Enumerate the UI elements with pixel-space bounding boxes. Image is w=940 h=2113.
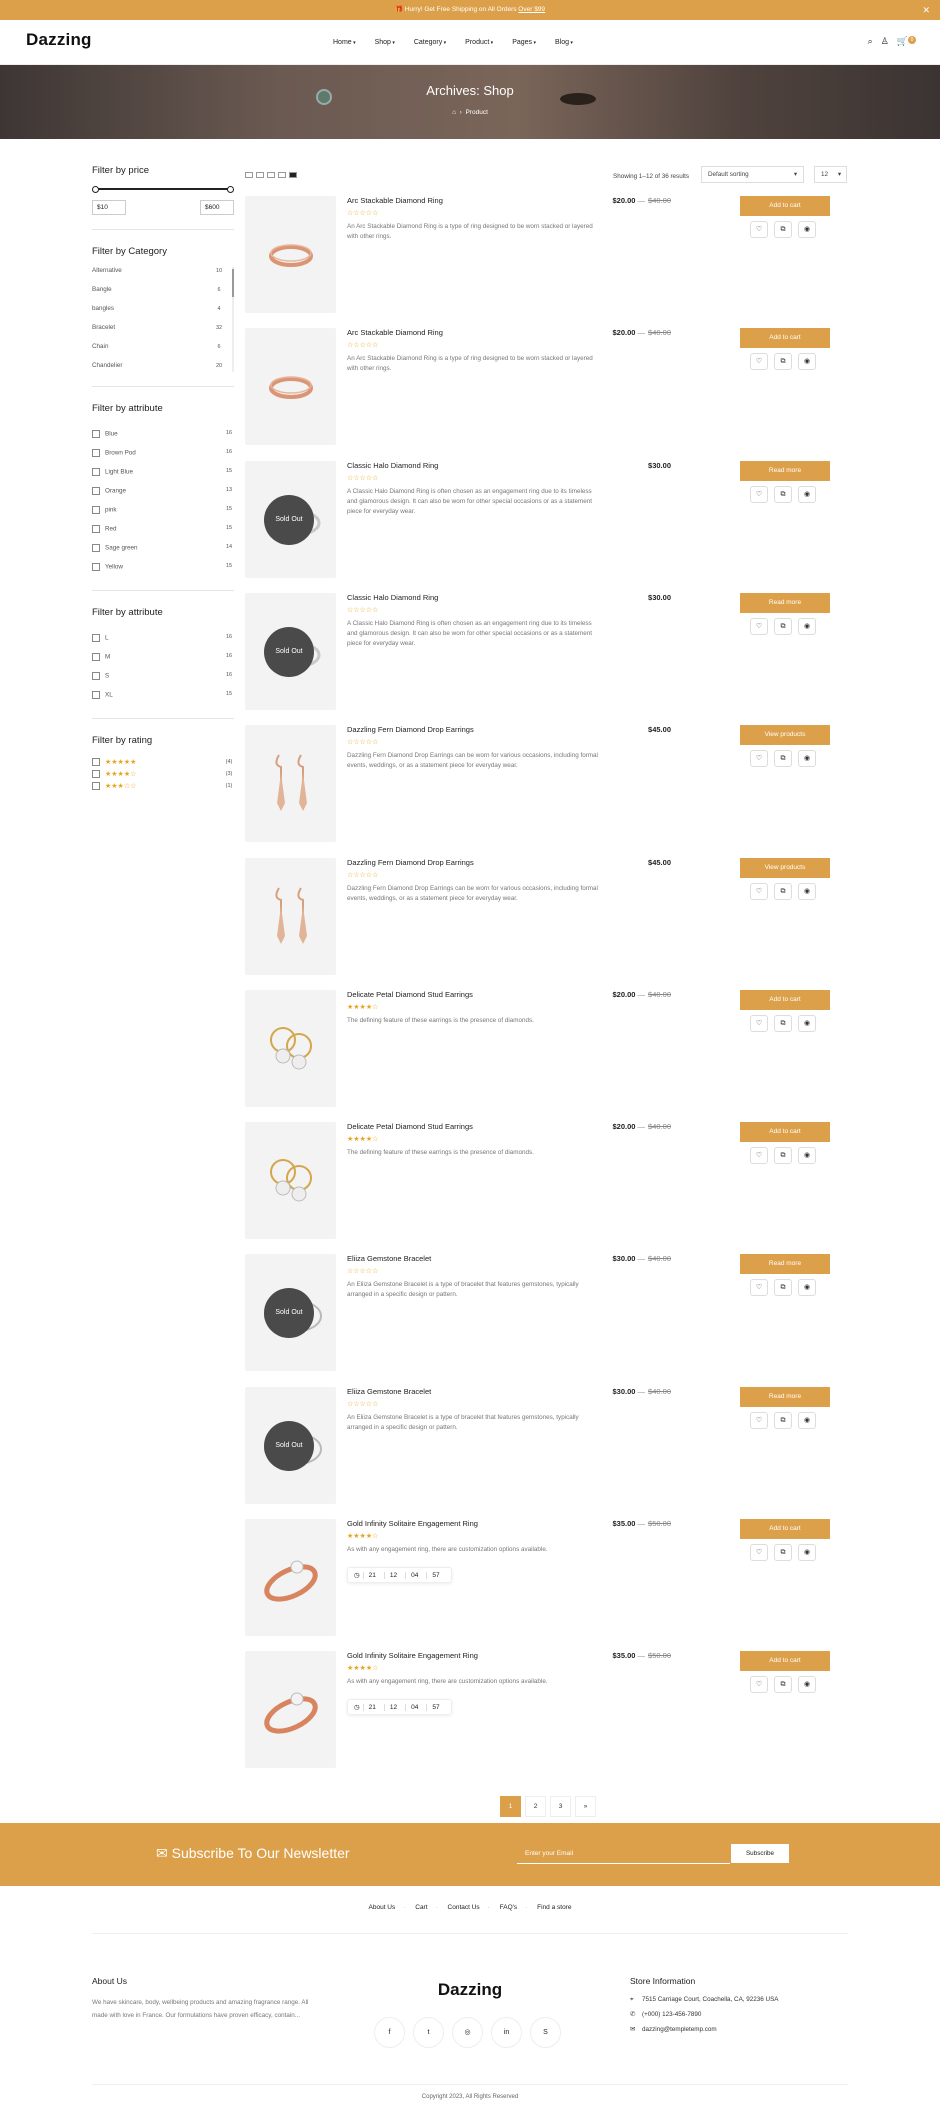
product-description: Dazzling Fern Diamond Drop Earrings can be worn for various occasions, including formal events, weddings, or as a statement piece for everyday wear. bbox=[347, 752, 598, 770]
product-action-button[interactable]: Add to cart bbox=[740, 1519, 830, 1539]
nav-pages[interactable]: Pages ▾ bbox=[512, 39, 536, 46]
product-rating: ☆☆☆☆☆ bbox=[347, 342, 379, 350]
footer-logo[interactable]: Dazzing bbox=[437, 1980, 503, 1999]
product-name[interactable]: Classic Halo Diamond Ring bbox=[347, 460, 439, 470]
sidebar-filters bbox=[92, 165, 234, 792]
product-action-button[interactable]: Add to cart bbox=[740, 1651, 830, 1671]
page-next[interactable]: » bbox=[575, 1796, 596, 1817]
product-image[interactable] bbox=[245, 858, 336, 975]
product-image[interactable] bbox=[245, 1651, 336, 1768]
quick-view-icon[interactable]: ◉ bbox=[798, 750, 816, 767]
product-name[interactable]: Delicate Petal Diamond Stud Earrings bbox=[347, 1122, 473, 1132]
category-item[interactable]: Chain 6 bbox=[92, 343, 221, 350]
product-old-price: $50.00 bbox=[648, 1651, 671, 1661]
product-image[interactable] bbox=[245, 1387, 336, 1504]
wishlist-icon[interactable]: ♡ bbox=[750, 486, 768, 503]
quick-view-icon[interactable]: ◉ bbox=[798, 618, 816, 635]
product-card bbox=[245, 461, 847, 583]
product-image[interactable] bbox=[245, 990, 336, 1107]
product-actions bbox=[750, 221, 816, 238]
nav-shop[interactable]: Shop ▾ bbox=[375, 39, 395, 46]
footer-link-about[interactable]: About Us bbox=[368, 1904, 396, 1911]
footer-links: About Us · Cart · Contact Us · FAQ's · Find a store bbox=[368, 1904, 572, 1911]
cart-icon[interactable]: 🛒 0 bbox=[897, 36, 916, 47]
product-action-button[interactable]: Read more bbox=[740, 1387, 830, 1407]
product-card bbox=[245, 725, 847, 847]
color-option[interactable]: Brown Pod 16 bbox=[92, 443, 234, 462]
rating-option[interactable]: ★★★★★ (4) bbox=[92, 756, 234, 768]
color-filter-title: Filter by attribute bbox=[92, 403, 163, 414]
product-card bbox=[245, 1122, 847, 1244]
quick-view-icon[interactable]: ◉ bbox=[798, 486, 816, 503]
wishlist-icon[interactable]: ♡ bbox=[750, 618, 768, 635]
about-title: About Us bbox=[92, 1976, 127, 1986]
compare-icon[interactable]: ⧉ bbox=[774, 618, 792, 635]
nav-category[interactable]: Category ▾ bbox=[414, 39, 446, 46]
product-price: $45.00 bbox=[648, 725, 671, 735]
product-action-button[interactable]: Add to cart bbox=[740, 196, 830, 216]
newsletter-email-input[interactable]: Enter your Email bbox=[517, 1844, 730, 1864]
product-name[interactable]: Eliiza Gemstone Bracelet bbox=[347, 1386, 432, 1396]
product-image[interactable] bbox=[245, 1122, 336, 1239]
product-actions bbox=[750, 618, 816, 635]
product-rating: ☆☆☆☆☆ bbox=[347, 1268, 379, 1276]
skype-icon[interactable]: S bbox=[530, 2017, 561, 2048]
product-image[interactable] bbox=[245, 593, 336, 710]
wishlist-icon[interactable]: ♡ bbox=[750, 750, 768, 767]
product-rating: ★★★★☆ bbox=[347, 1665, 379, 1673]
compare-icon[interactable]: ⧉ bbox=[774, 1015, 792, 1032]
product-description: The defining feature of these earrings is the presence of diamonds. bbox=[347, 1016, 534, 1024]
page-3[interactable]: 3 bbox=[550, 1796, 571, 1817]
countdown-unit: 57 bbox=[426, 1572, 444, 1579]
wishlist-icon[interactable]: ♡ bbox=[750, 1676, 768, 1693]
grid-view-icon[interactable] bbox=[267, 172, 275, 178]
product-actions bbox=[750, 1015, 816, 1032]
product-old-price: $40.00 bbox=[648, 196, 671, 205]
product-image[interactable] bbox=[245, 461, 336, 578]
breadcrumb bbox=[0, 109, 940, 116]
compare-icon[interactable]: ⧉ bbox=[774, 1676, 792, 1693]
page-title: Archives: Shop bbox=[426, 83, 514, 98]
countdown-unit: 04 bbox=[405, 1572, 423, 1579]
color-option[interactable]: Orange 13 bbox=[92, 481, 234, 500]
divider bbox=[92, 2084, 848, 2085]
product-actions bbox=[750, 1412, 816, 1429]
product-old-price: $40.00 bbox=[648, 1386, 671, 1396]
breadcrumb-separator: › bbox=[459, 109, 462, 116]
product-description: A Classic Halo Diamond Ring is often chosen as an engagement ring due to its timeless and glamorous design. It can also be worn for other special occasions or as a statement piece for everyday wear. bbox=[347, 487, 593, 515]
color-option[interactable]: Red 15 bbox=[92, 519, 234, 538]
product-description: Dazzling Fern Diamond Drop Earrings can be worn for various occasions, including formal events, weddings, or as a statement piece for everyday wear. bbox=[347, 884, 598, 902]
product-rating: ☆☆☆☆☆ bbox=[347, 1400, 379, 1408]
product-image[interactable] bbox=[245, 725, 336, 842]
product-description: An Eliiza Gemstone Bracelet is a type of bracelet that features gemstones, typically arranged in a specific design or pattern. bbox=[347, 1413, 579, 1431]
size-option[interactable]: M 16 bbox=[92, 647, 234, 666]
footer-link-cart[interactable]: Cart bbox=[415, 1904, 428, 1911]
header-icons bbox=[868, 36, 916, 47]
mail-icon: ✉ bbox=[156, 1845, 172, 1861]
phone-icon: ✆ bbox=[630, 2011, 636, 2018]
page-1[interactable]: 1 bbox=[500, 1796, 521, 1817]
wishlist-icon[interactable]: ♡ bbox=[750, 1147, 768, 1164]
rating-option[interactable]: ★★★☆☆ (1) bbox=[92, 780, 234, 792]
product-image[interactable] bbox=[245, 328, 336, 445]
nav-home[interactable]: Home ▾ bbox=[333, 39, 356, 46]
wishlist-icon[interactable]: ♡ bbox=[750, 1015, 768, 1032]
color-option[interactable]: Blue 16 bbox=[92, 424, 234, 443]
product-actions bbox=[750, 1676, 816, 1693]
compare-icon[interactable]: ⧉ bbox=[774, 1412, 792, 1429]
product-actions bbox=[750, 1279, 816, 1296]
compare-icon[interactable]: ⧉ bbox=[774, 221, 792, 238]
product-name[interactable]: Delicate Petal Diamond Stud Earrings bbox=[347, 989, 473, 999]
sold-out-badge: Sold Out bbox=[264, 627, 314, 677]
color-option[interactable]: Sage green 14 bbox=[92, 538, 234, 557]
rating-filter-title: Filter by rating bbox=[92, 735, 153, 746]
product-rating: ☆☆☆☆☆ bbox=[347, 474, 379, 482]
about-text: We have skincare, body, wellbeing products and amazing fragrance range. All made with love in France. Our formulations have proven efficacy, contain... bbox=[92, 1999, 309, 2019]
grid-view-icon[interactable] bbox=[256, 172, 264, 178]
page-hero bbox=[0, 65, 940, 139]
product-price: $45.00 bbox=[648, 857, 671, 867]
price-filter-title: Filter by price bbox=[92, 165, 150, 176]
product-old-price: $40.00 bbox=[648, 328, 671, 338]
quick-view-icon[interactable]: ◉ bbox=[798, 1015, 816, 1032]
color-option[interactable]: Light Blue 15 bbox=[92, 462, 234, 481]
wishlist-icon[interactable]: ♡ bbox=[750, 1412, 768, 1429]
product-description: An Arc Stackable Diamond Ring is a type of ring designed to be worn stacked or layered with other rings. bbox=[347, 355, 593, 373]
product-price: $30.00 bbox=[648, 592, 671, 602]
promo-icon: 🎁 bbox=[394, 6, 405, 13]
product-old-price: $40.00 bbox=[648, 989, 671, 999]
promo-bar bbox=[0, 0, 940, 20]
social-links bbox=[374, 2017, 561, 2048]
countdown-unit: 12 bbox=[384, 1572, 402, 1579]
price-filter bbox=[92, 165, 234, 230]
quick-view-icon[interactable]: ◉ bbox=[798, 221, 816, 238]
product-description: As with any engagement ring, there are customization options available. bbox=[347, 1678, 548, 1686]
wishlist-icon[interactable]: ♡ bbox=[750, 1279, 768, 1296]
product-price: $20.00 — $40.00 bbox=[612, 196, 671, 205]
nav-blog[interactable]: Blog ▾ bbox=[555, 39, 573, 46]
product-actions bbox=[750, 1147, 816, 1164]
site-header bbox=[0, 20, 940, 65]
price-min-field[interactable]: $10 bbox=[92, 200, 126, 215]
product-price: $20.00 — $40.00 bbox=[612, 1122, 671, 1132]
product-actions bbox=[750, 750, 816, 767]
footer-link-store[interactable]: Find a store bbox=[537, 1904, 572, 1911]
product-actions bbox=[750, 883, 816, 900]
countdown-unit: 57 bbox=[426, 1704, 444, 1711]
product-action-button[interactable]: Add to cart bbox=[740, 1122, 830, 1142]
main-nav bbox=[333, 39, 573, 46]
per-page-select[interactable]: 12 ▾ bbox=[814, 166, 847, 183]
wishlist-icon[interactable]: ♡ bbox=[750, 1544, 768, 1561]
footer-link-faq[interactable]: FAQ's bbox=[499, 1904, 518, 1911]
search-icon[interactable]: ⌕ bbox=[867, 36, 873, 46]
location-icon: ⌖ bbox=[630, 1996, 634, 2003]
countdown-unit: 12 bbox=[384, 1704, 402, 1711]
product-description: An Arc Stackable Diamond Ring is a type of ring designed to be worn stacked or layered with other rings. bbox=[347, 223, 593, 240]
compare-icon[interactable]: ⧉ bbox=[774, 1147, 792, 1164]
close-icon[interactable]: ✕ bbox=[922, 5, 930, 15]
wishlist-icon[interactable]: ♡ bbox=[750, 353, 768, 370]
home-icon[interactable]: ⌂ bbox=[452, 109, 457, 116]
store-phone: ✆ (+000) 123-456-7890 bbox=[630, 2011, 702, 2018]
clock-icon: ◷ bbox=[354, 1704, 360, 1712]
product-rating: ★★★★☆ bbox=[347, 1003, 379, 1011]
quick-view-icon[interactable]: ◉ bbox=[798, 1544, 816, 1561]
quick-view-icon[interactable]: ◉ bbox=[798, 1279, 816, 1296]
product-card bbox=[245, 1519, 847, 1641]
product-card bbox=[245, 858, 847, 980]
pagination bbox=[500, 1796, 596, 1817]
product-card bbox=[245, 1651, 847, 1773]
quick-view-icon[interactable]: ◉ bbox=[798, 1676, 816, 1693]
product-price: $35.00 — $50.00 bbox=[612, 1519, 671, 1528]
product-old-price: $40.00 bbox=[648, 1122, 671, 1132]
sold-out-badge: Sold Out bbox=[264, 1288, 314, 1338]
facebook-icon[interactable]: f bbox=[374, 2017, 405, 2048]
product-name[interactable]: Arc Stackable Diamond Ring bbox=[347, 328, 443, 338]
list-view-icon[interactable] bbox=[289, 172, 297, 178]
price-min-handle[interactable] bbox=[92, 186, 99, 193]
instagram-icon[interactable]: ◎ bbox=[452, 2017, 483, 2048]
quick-view-icon[interactable]: ◉ bbox=[798, 883, 816, 900]
size-option[interactable]: L 16 bbox=[92, 628, 234, 647]
compare-icon[interactable]: ⧉ bbox=[774, 1279, 792, 1296]
price-max-handle[interactable] bbox=[227, 186, 234, 193]
size-filter-title: Filter by attribute bbox=[92, 607, 163, 618]
promo-link[interactable]: Over $99 bbox=[518, 6, 546, 13]
shop-toolbar bbox=[245, 170, 847, 184]
clock-icon: ◷ bbox=[354, 1572, 360, 1579]
quick-view-icon[interactable]: ◉ bbox=[798, 353, 816, 370]
cart-count: 0 bbox=[908, 36, 916, 44]
product-rating: ☆☆☆☆☆ bbox=[347, 871, 379, 879]
mail-icon: ✉ bbox=[630, 2026, 636, 2033]
category-item[interactable]: Chandelier 20 bbox=[92, 362, 223, 369]
sort-select[interactable]: Default sorting ▾ bbox=[701, 166, 804, 183]
product-action-button[interactable]: Add to cart bbox=[740, 328, 830, 348]
size-option[interactable]: XL 15 bbox=[92, 685, 234, 704]
product-rating: ★★★★☆ bbox=[347, 1533, 379, 1540]
countdown-timer bbox=[347, 1567, 452, 1583]
product-price: $20.00 — $40.00 bbox=[612, 989, 671, 999]
wishlist-icon[interactable]: ♡ bbox=[750, 883, 768, 900]
footer-link-contact[interactable]: Contact Us bbox=[447, 1904, 480, 1911]
product-name[interactable]: Arc Stackable Diamond Ring bbox=[347, 196, 443, 205]
product-name[interactable]: Dazzling Fern Diamond Drop Earrings bbox=[347, 725, 474, 735]
product-price: $35.00 — $50.00 bbox=[612, 1651, 671, 1661]
color-filter bbox=[92, 403, 234, 591]
product-description: An Eliiza Gemstone Bracelet is a type of bracelet that features gemstones, typically arranged in a specific design or pattern. bbox=[347, 1281, 579, 1299]
site-logo[interactable]: Dazzing bbox=[26, 30, 92, 49]
grid-view-icon[interactable] bbox=[245, 172, 253, 178]
newsletter-title: ✉ Subscribe To Our Newsletter bbox=[156, 1845, 350, 1861]
category-filter bbox=[92, 246, 234, 387]
nav-product[interactable]: Product ▾ bbox=[465, 39, 493, 46]
product-image[interactable] bbox=[245, 1254, 336, 1371]
product-actions bbox=[750, 486, 816, 503]
product-action-button[interactable]: Read more bbox=[740, 1254, 830, 1274]
product-name[interactable]: Eliiza Gemstone Bracelet bbox=[347, 1254, 432, 1264]
linkedin-icon[interactable]: in bbox=[491, 2017, 522, 2048]
footer-store-info bbox=[630, 1976, 850, 2041]
subscribe-button[interactable]: Subscribe bbox=[731, 1844, 789, 1863]
user-icon[interactable]: ♙ bbox=[880, 36, 889, 46]
compare-icon[interactable]: ⧉ bbox=[774, 883, 792, 900]
copyright: Copyright 2023, All Rights Reserved bbox=[421, 2094, 519, 2100]
promo-text: Hurry! Get Free Shipping on All Orders bbox=[404, 6, 519, 13]
product-old-price: $50.00 bbox=[648, 1519, 671, 1528]
countdown-timer bbox=[347, 1699, 452, 1715]
product-actions bbox=[750, 1544, 816, 1561]
product-description: The defining feature of these earrings is the presence of diamonds. bbox=[347, 1149, 534, 1157]
product-price: $30.00 — $40.00 bbox=[612, 1254, 671, 1264]
product-name[interactable]: Gold Infinity Solitaire Engagement Ring bbox=[347, 1651, 478, 1661]
product-action-button[interactable]: Read more bbox=[740, 593, 830, 613]
countdown-unit: 21 bbox=[363, 1704, 381, 1711]
product-action-button[interactable]: View products bbox=[740, 725, 830, 745]
category-scrollbar[interactable] bbox=[232, 267, 234, 372]
results-count: Showing 1–12 of 36 results bbox=[613, 173, 689, 180]
compare-icon[interactable]: ⧉ bbox=[774, 750, 792, 767]
newsletter-bar bbox=[0, 1823, 940, 1886]
product-actions bbox=[750, 353, 816, 370]
size-filter bbox=[92, 607, 234, 719]
product-price: $30.00 bbox=[648, 460, 671, 470]
product-name[interactable]: Dazzling Fern Diamond Drop Earrings bbox=[347, 857, 474, 867]
store-address: ⌖ 7515 Carriage Court, Coachella, CA, 92236 USA bbox=[630, 1996, 779, 2003]
page-2[interactable]: 2 bbox=[525, 1796, 546, 1817]
compare-icon[interactable]: ⧉ bbox=[774, 353, 792, 370]
twitter-icon[interactable]: t bbox=[413, 2017, 444, 2048]
countdown-unit: 21 bbox=[363, 1572, 381, 1579]
price-max-field[interactable]: $600 bbox=[200, 200, 234, 215]
category-item[interactable]: Alternative 10 bbox=[92, 267, 223, 274]
product-action-button[interactable]: Add to cart bbox=[740, 990, 830, 1010]
countdown-unit: 04 bbox=[405, 1704, 423, 1711]
product-old-price: $40.00 bbox=[648, 1254, 671, 1264]
store-title: Store Information bbox=[630, 1976, 696, 1986]
divider bbox=[92, 1933, 848, 1934]
product-description: As with any engagement ring, there are customization options available. bbox=[347, 1546, 548, 1553]
store-email[interactable]: ✉ dazzing@templetemp.com bbox=[630, 2026, 717, 2033]
compare-icon[interactable]: ⧉ bbox=[774, 486, 792, 503]
list-view-icon[interactable] bbox=[278, 172, 286, 178]
compare-icon[interactable]: ⧉ bbox=[774, 1544, 792, 1561]
product-rating: ☆☆☆☆☆ bbox=[347, 739, 379, 747]
product-card bbox=[245, 328, 847, 450]
product-name[interactable]: Gold Infinity Solitaire Engagement Ring bbox=[347, 1519, 478, 1528]
quick-view-icon[interactable]: ◉ bbox=[798, 1147, 816, 1164]
sold-out-badge: Sold Out bbox=[264, 495, 314, 545]
view-switcher bbox=[245, 172, 297, 178]
category-item[interactable]: Bracelet 32 bbox=[92, 324, 223, 331]
category-filter-title: Filter by Category bbox=[92, 246, 167, 257]
product-price: $30.00 — $40.00 bbox=[612, 1386, 671, 1396]
product-card bbox=[245, 990, 847, 1112]
price-slider[interactable] bbox=[92, 186, 234, 192]
breadcrumb-current: Product bbox=[465, 109, 488, 116]
wishlist-icon[interactable]: ♡ bbox=[750, 221, 768, 238]
size-option[interactable]: S 16 bbox=[92, 666, 234, 685]
product-rating: ☆☆☆☆☆ bbox=[347, 606, 379, 614]
rating-option[interactable]: ★★★★☆ (3) bbox=[92, 768, 234, 780]
sold-out-badge: Sold Out bbox=[264, 1421, 314, 1471]
product-card bbox=[245, 196, 847, 318]
color-option[interactable]: Yellow 15 bbox=[92, 557, 234, 576]
product-price: $20.00 — $40.00 bbox=[612, 328, 671, 338]
product-image[interactable] bbox=[245, 196, 336, 313]
product-description: A Classic Halo Diamond Ring is often chosen as an engagement ring due to its timeless and glamorous design. It can also be worn for other special occasions or as a statement piece for everyday wear. bbox=[347, 619, 593, 647]
product-rating: ★★★★☆ bbox=[347, 1136, 379, 1144]
category-item[interactable]: bangles 4 bbox=[92, 305, 221, 312]
product-card bbox=[245, 1387, 847, 1509]
product-image[interactable] bbox=[245, 1519, 336, 1636]
product-action-button[interactable]: View products bbox=[740, 858, 830, 878]
product-card bbox=[245, 1254, 847, 1376]
color-option[interactable]: pink 15 bbox=[92, 500, 234, 519]
quick-view-icon[interactable]: ◉ bbox=[798, 1412, 816, 1429]
product-action-button[interactable]: Read more bbox=[740, 461, 830, 481]
category-item[interactable]: Bangle 6 bbox=[92, 286, 221, 293]
product-rating: ☆☆☆☆☆ bbox=[347, 210, 379, 217]
rating-filter bbox=[92, 735, 234, 792]
product-name[interactable]: Classic Halo Diamond Ring bbox=[347, 592, 439, 602]
product-card bbox=[245, 593, 847, 715]
